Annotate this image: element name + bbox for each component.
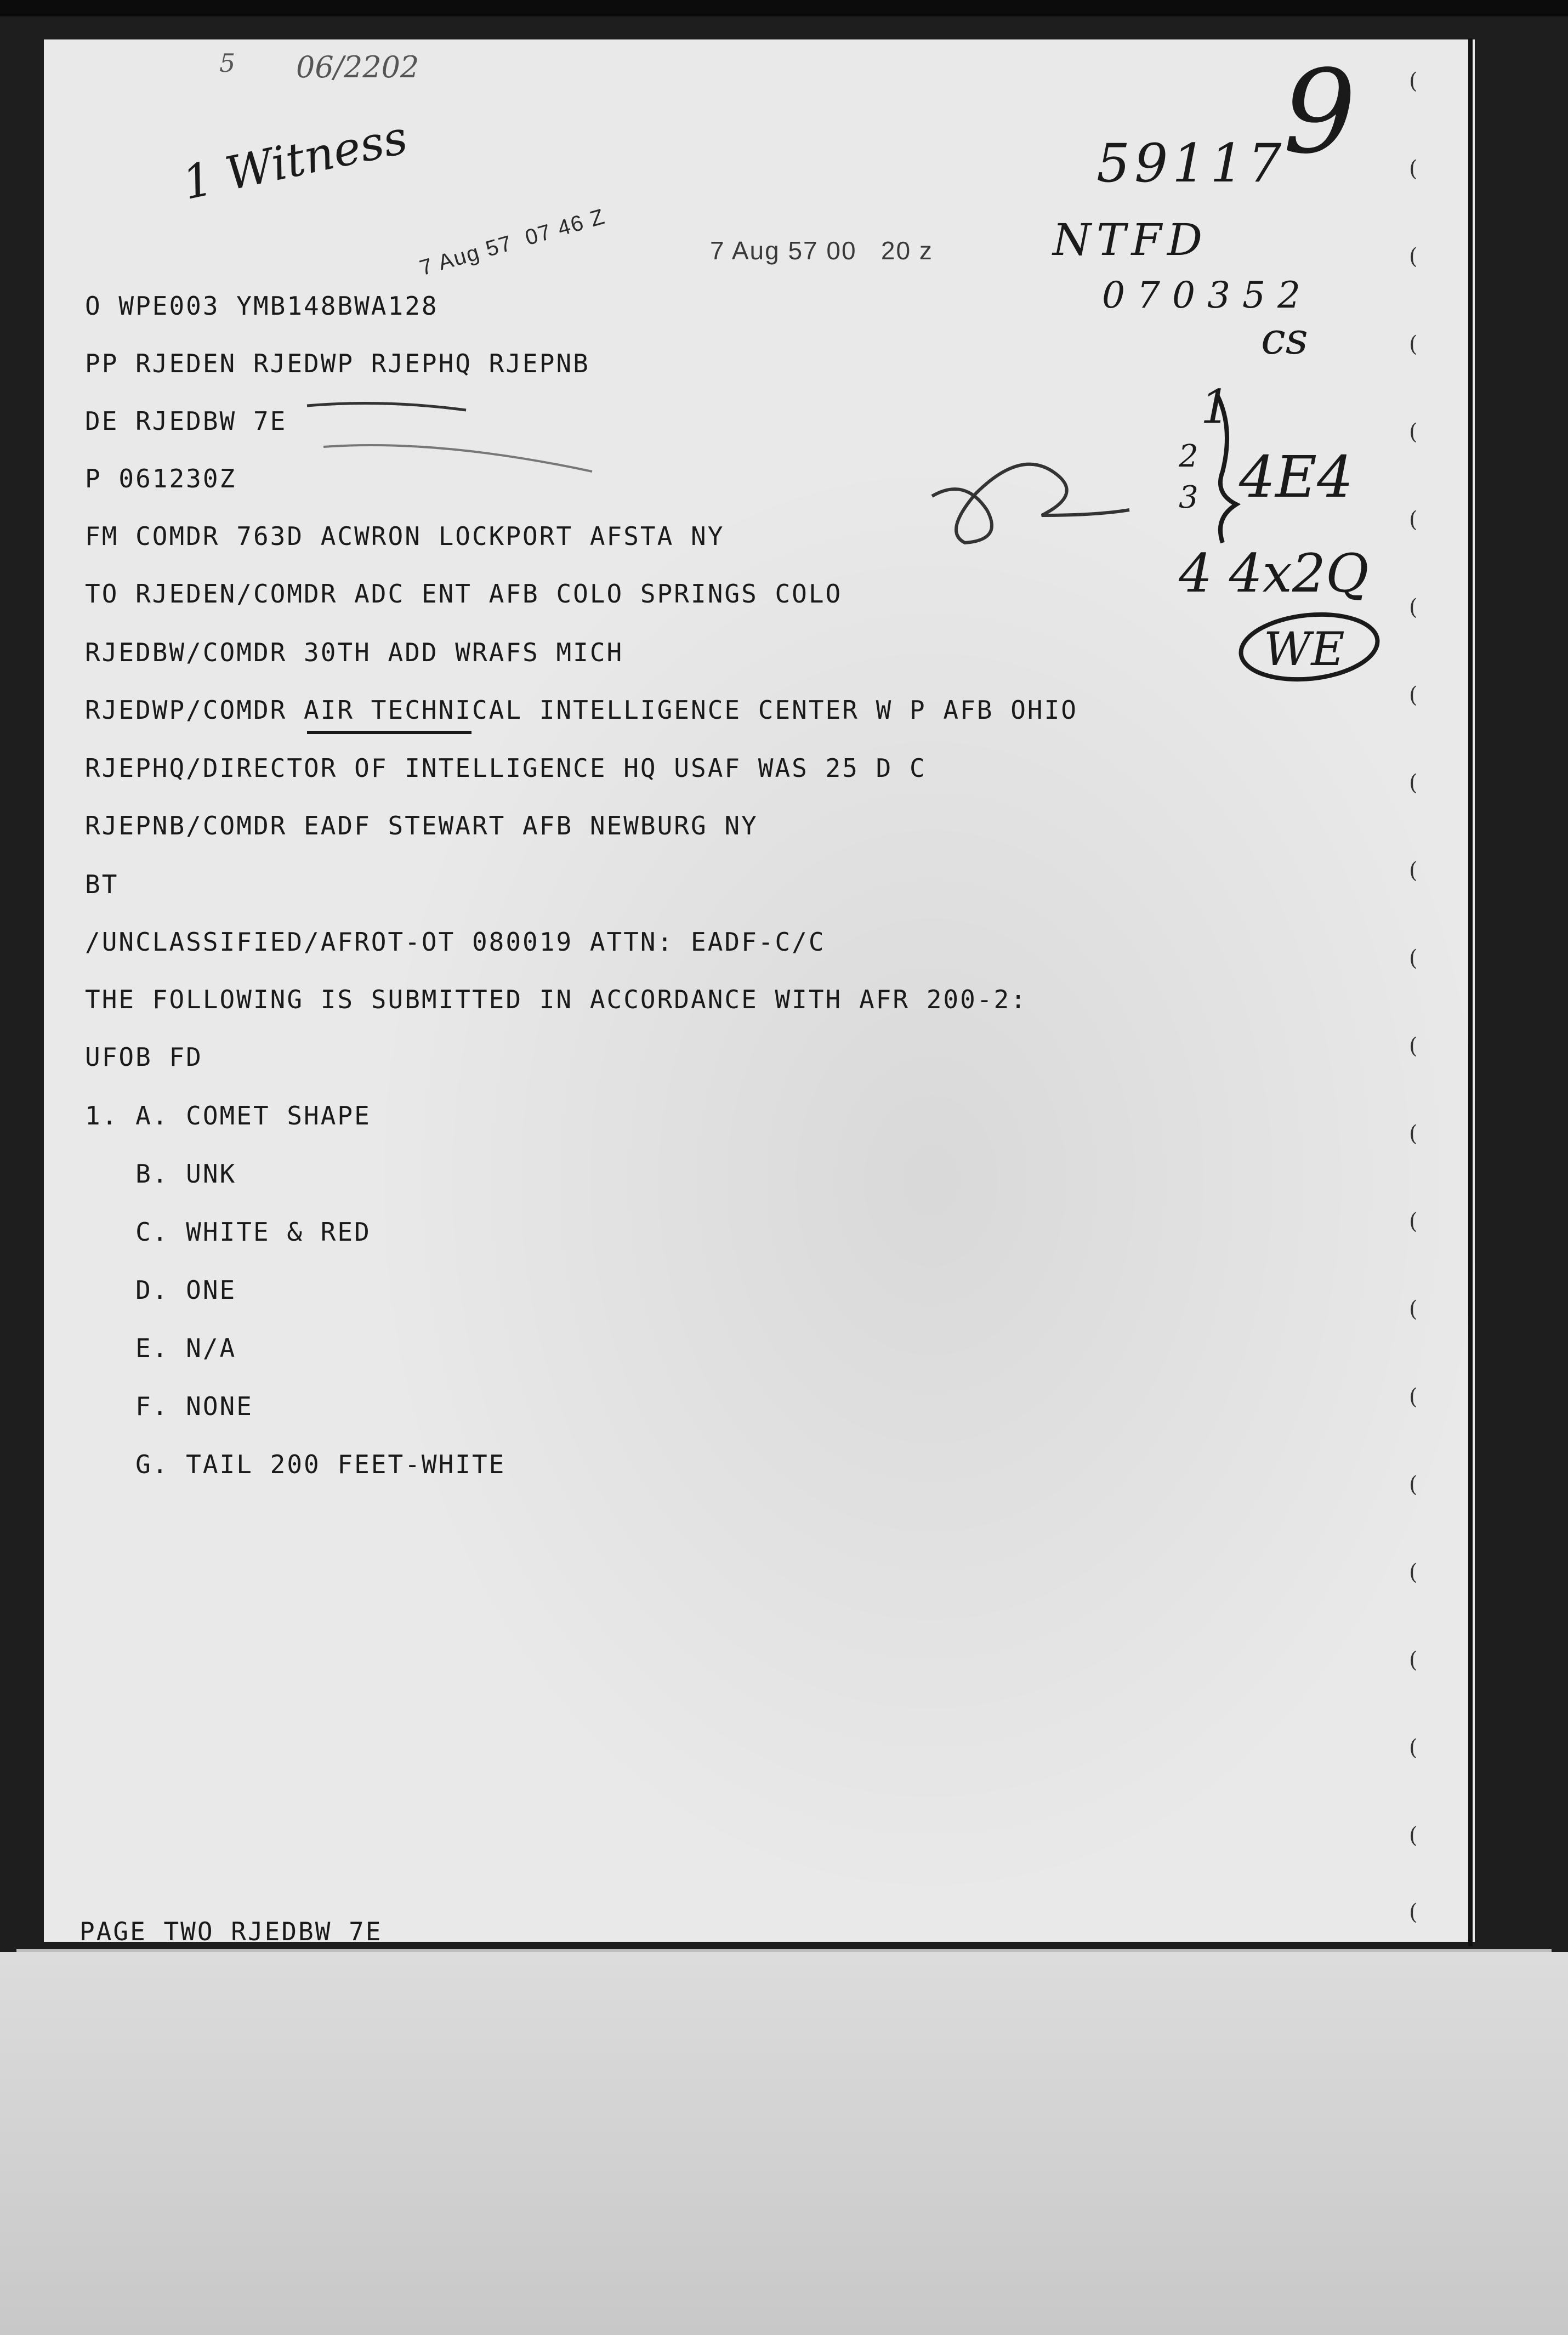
dtg-line: P 061230Z	[85, 464, 237, 493]
punch-hole-mark: (	[1409, 683, 1418, 708]
subject-line: UFOB FD	[85, 1042, 203, 1072]
handwritten-margin-1: 1	[1201, 380, 1230, 434]
handwritten-ntfd: NTFD	[1053, 214, 1208, 265]
handwritten-margin-ref-1: 4E4	[1239, 444, 1354, 510]
initials-circle	[1238, 608, 1381, 685]
punch-hole-mark: (	[1409, 244, 1418, 269]
handwritten-witness-note: 1 Witness	[178, 110, 412, 211]
handwritten-top-left-number: 5	[219, 48, 236, 78]
punch-hole-mark: (	[1409, 946, 1418, 971]
to-line-4: RJEPHQ/DIRECTOR OF INTELLIGENCE HQ USAF WAS 25 D C	[85, 753, 927, 783]
punch-hole-mark: (	[1409, 595, 1418, 620]
punch-hole-mark: (	[1409, 1297, 1418, 1322]
scribbled-signature	[932, 464, 1129, 543]
handwritten-file-number: 59117	[1097, 133, 1286, 194]
punch-hole-mark: (	[1409, 1823, 1418, 1848]
punch-hole-mark: (	[1409, 1900, 1418, 1925]
underline-stroke-1	[307, 404, 466, 411]
de-line: DE RJEDBW 7E	[85, 406, 287, 436]
handwritten-margin-3: 3	[1179, 480, 1198, 515]
handwritten-page-number: 9	[1283, 45, 1356, 179]
item-line: F. NONE	[85, 1391, 253, 1421]
item-line: 1. A. COMET SHAPE	[85, 1101, 371, 1130]
handwritten-top-left-ref: 06/2202	[296, 50, 419, 84]
margin-brace	[1217, 395, 1236, 543]
to-line-3: RJEDWP/COMDR AIR TECHNICAL INTELLIGENCE CENTER W P AFB OHIO	[85, 695, 1078, 725]
punch-hole-mark: (	[1409, 1647, 1418, 1673]
intro-line: THE FOLLOWING IS SUBMITTED IN ACCORDANCE WITH AFR 200-2:	[85, 985, 1027, 1014]
punch-hole-mark: (	[1409, 1735, 1418, 1760]
handwritten-initials: cs	[1261, 313, 1308, 364]
to-line-2: RJEDBW/COMDR 30TH ADD WRAFS MICH	[85, 638, 624, 667]
punch-hole-mark: (	[1409, 770, 1418, 796]
punch-hole-mark: (	[1409, 1472, 1418, 1497]
punch-hole-mark: (	[1409, 1033, 1418, 1059]
punch-hole-mark: (	[1409, 858, 1418, 883]
punch-hole-mark: (	[1409, 1560, 1418, 1585]
punch-hole-mark: (	[1409, 507, 1418, 532]
item-line: C. WHITE & RED	[85, 1217, 371, 1247]
message-header-line: O WPE003 YMB148BWA128	[85, 291, 439, 321]
handwritten-circled-initials: WE	[1264, 622, 1345, 676]
from-line: FM COMDR 763D ACWRON LOCKPORT AFSTA NY	[85, 521, 725, 551]
underline-stroke-2	[323, 445, 592, 471]
item-line: G. TAIL 200 FEET-WHITE	[85, 1450, 506, 1479]
punch-hole-mark: (	[1409, 1121, 1418, 1146]
item-line: B. UNK	[85, 1159, 237, 1189]
classification-line: /UNCLASSIFIED/AFROT-OT 080019 ATTN: EADF-C/C	[85, 927, 826, 957]
punch-hole-mark: (	[1409, 156, 1418, 181]
priority-routing-line: PP RJEDEN RJEDWP RJEPHQ RJEPNB	[85, 349, 590, 378]
punch-hole-mark: (	[1409, 1384, 1418, 1410]
to-line-5: RJEPNB/COMDR EADF STEWART AFB NEWBURG NY	[85, 811, 758, 840]
punch-hole-mark: (	[1409, 332, 1418, 357]
footer-line: PAGE TWO RJEDBW 7E	[79, 1917, 383, 1946]
handwritten-margin-ref-2: 4 4x2Q	[1179, 543, 1369, 604]
date-time-stamp: 7 Aug 57 00 20 z	[710, 236, 933, 265]
to-line-1: TO RJEDEN/COMDR ADC ENT AFB COLO SPRINGS COLO	[85, 579, 843, 609]
received-time-stamp: 7 Aug 57 07 46 Z	[417, 204, 608, 281]
punch-hole-mark: (	[1409, 1209, 1418, 1234]
item-line: E. N/A	[85, 1333, 237, 1363]
punch-hole-mark: (	[1409, 69, 1418, 94]
bt-line: BT	[85, 870, 119, 899]
handwritten-time-note: 070352	[1102, 274, 1313, 316]
punch-hole-mark: (	[1409, 419, 1418, 445]
item-line: D. ONE	[85, 1275, 237, 1305]
handwritten-margin-2: 2	[1179, 439, 1198, 474]
